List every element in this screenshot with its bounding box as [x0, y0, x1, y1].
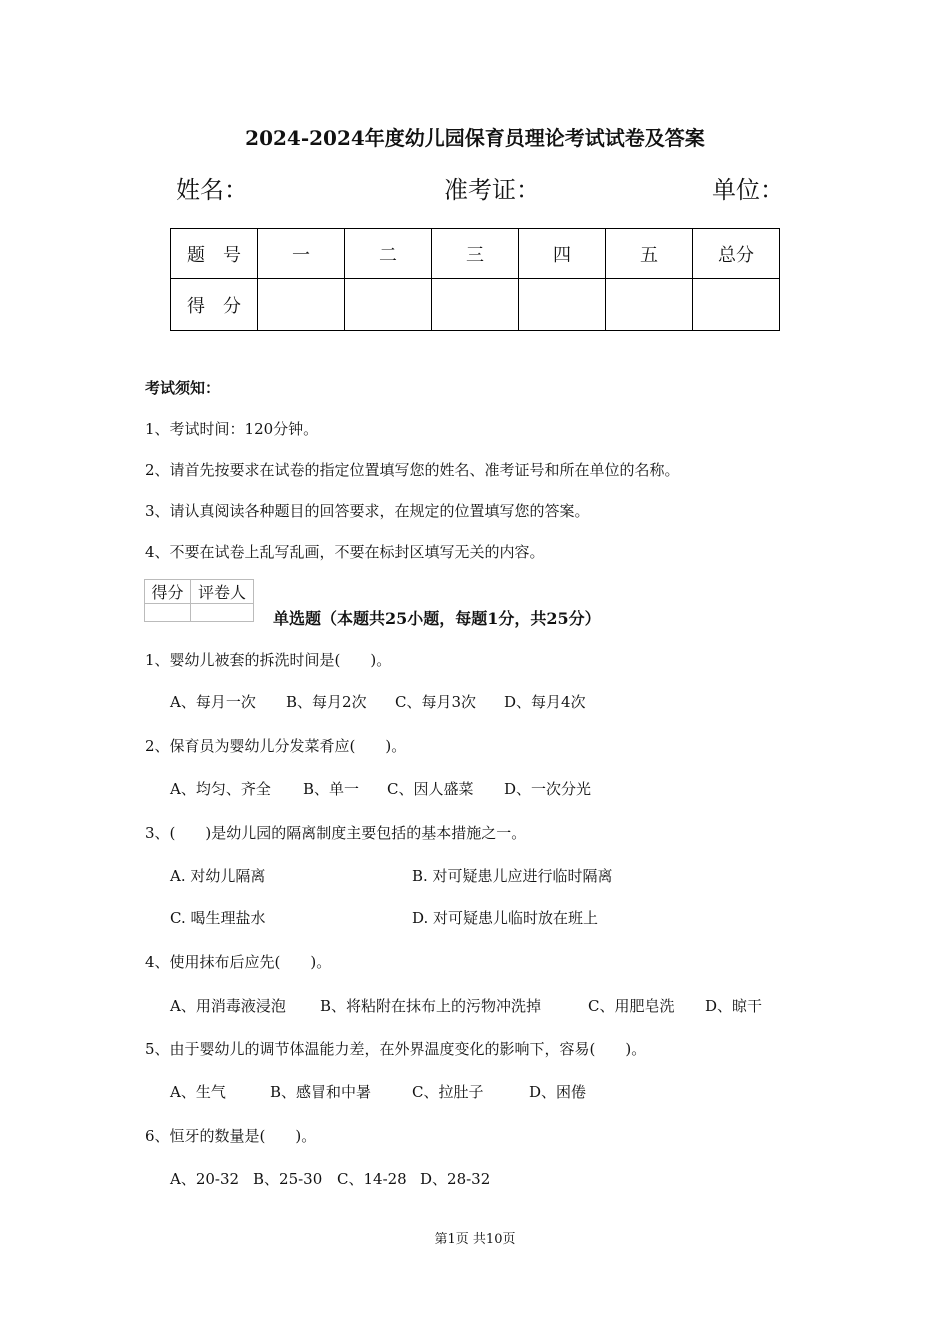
question-text: 6、恒牙的数量是( )。 [145, 1127, 317, 1145]
notice-heading: 考试须知： [145, 379, 221, 397]
grader-name-cell [191, 604, 254, 622]
notice-item: 1、考试时间：120分钟。 [145, 420, 319, 438]
option: D、晾干 [705, 997, 763, 1015]
question-text: 4、使用抹布后应先( )。 [145, 953, 332, 971]
page-footer: 第1页 共10页 [434, 1232, 516, 1247]
name-label: 姓名： [176, 176, 248, 204]
score-cell-5 [606, 279, 693, 331]
score-cell-2 [345, 279, 432, 331]
grader-score-label: 得分 [145, 580, 191, 604]
option: C、每月3次 [395, 693, 477, 711]
score-cell-total [693, 279, 780, 331]
score-header-3: 三 [432, 229, 519, 279]
option: D. 对可疑患儿临时放在班上 [412, 909, 599, 927]
option: D、28-32 [420, 1170, 491, 1188]
option: B、将粘附在抹布上的污物冲洗掉 [320, 997, 542, 1015]
option: B. 对可疑患儿应进行临时隔离 [412, 867, 613, 885]
option: D、一次分光 [504, 780, 592, 798]
question-text: 1、婴幼儿被套的拆洗时间是( )。 [145, 651, 392, 669]
page-title: 2024-2024年度幼儿园保育员理论考试试卷及答案 [245, 126, 705, 150]
option: C. 喝生理盐水 [170, 909, 266, 927]
option: B、25-30 [253, 1170, 323, 1188]
score-cell-1 [258, 279, 345, 331]
option: A、每月一次 [170, 693, 256, 711]
score-row-label: 得 分 [171, 279, 258, 331]
option: A、20-32 [170, 1170, 240, 1188]
score-header-5: 五 [606, 229, 693, 279]
option: C、因人盛菜 [387, 780, 474, 798]
grader-box [144, 579, 254, 622]
score-header-4: 四 [519, 229, 606, 279]
option: B、单一 [303, 780, 360, 798]
grader-name-label: 评卷人 [191, 580, 254, 604]
option: C、拉肚子 [412, 1083, 484, 1101]
score-table [170, 228, 780, 331]
option: A、均匀、齐全 [170, 780, 271, 798]
option: D、每月4次 [504, 693, 586, 711]
score-header-2: 二 [345, 229, 432, 279]
unit-label: 单位： [712, 176, 784, 204]
notice-item: 2、请首先按要求在试卷的指定位置填写您的姓名、准考证号和所在单位的名称。 [145, 461, 680, 479]
score-cell-4 [519, 279, 606, 331]
option: A. 对幼儿隔离 [170, 867, 266, 885]
option: C、14-28 [337, 1170, 407, 1188]
option: C、用肥皂洗 [588, 997, 675, 1015]
option: A、生气 [170, 1083, 226, 1101]
grader-score-cell [145, 604, 191, 622]
question-text: 2、保育员为婴幼儿分发菜肴应( )。 [145, 737, 407, 755]
option: D、困倦 [529, 1083, 587, 1101]
score-header-1: 一 [258, 229, 345, 279]
notice-item: 3、请认真阅读各种题目的回答要求，在规定的位置填写您的答案。 [145, 502, 590, 520]
exam-id-label: 准考证： [444, 176, 540, 204]
score-header-label: 题 号 [171, 229, 258, 279]
question-text: 5、由于婴幼儿的调节体温能力差，在外界温度变化的影响下，容易( )。 [145, 1040, 647, 1058]
section-title: 单选题（本题共25小题，每题1分，共25分） [273, 609, 601, 628]
score-header-total: 总分 [693, 229, 780, 279]
option: A、用消毒液浸泡 [170, 997, 286, 1015]
option: B、感冒和中暑 [270, 1083, 372, 1101]
notice-item: 4、不要在试卷上乱写乱画，不要在标封区填写无关的内容。 [145, 543, 545, 561]
question-text: 3、( )是幼儿园的隔离制度主要包括的基本措施之一。 [145, 824, 527, 842]
score-cell-3 [432, 279, 519, 331]
option: B、每月2次 [286, 693, 367, 711]
